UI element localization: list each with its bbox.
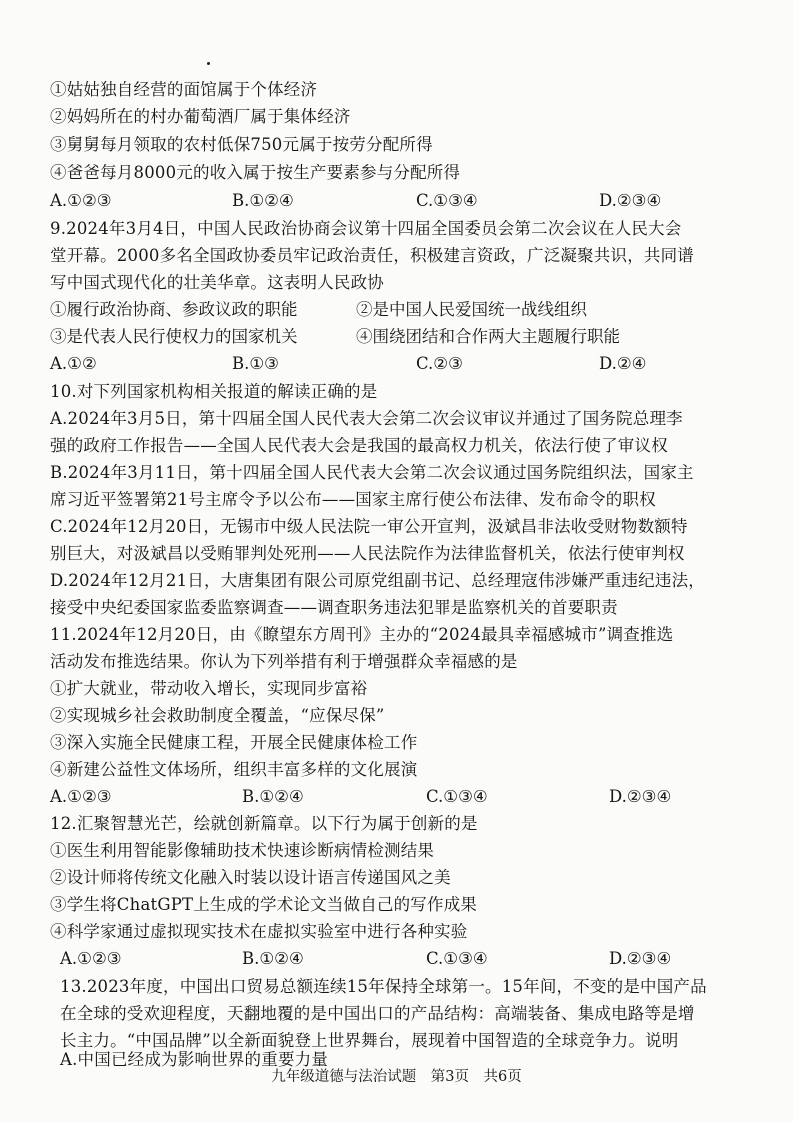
q9-option-c[interactable]: C.②③ [416, 354, 463, 373]
q10-choice-a-line-2: 强的政府工作报告——全国人民代表大会是我国的最高权力机关，依法行使了审议权 [50, 436, 668, 455]
q8-options [50, 188, 765, 214]
q10-choice-b-line-1[interactable]: B.2024年3月11日，第十四届全国人民代表大会第二次会议通过国务院组织法，国家主 [50, 463, 694, 482]
q9-item-4: ④围绕团结和合作两大主题履行职能 [356, 327, 620, 346]
q9-option-a[interactable]: A.①② [50, 354, 97, 373]
q12-option-b[interactable]: B.①②④ [242, 949, 304, 968]
q8-option-a[interactable]: A.①②③ [50, 191, 112, 210]
q11-options [50, 784, 765, 810]
q10-choice-c-line-1[interactable]: C.2024年12月20日，无锡市中级人民法院一审公开宣判，汲斌昌非法收受财物数额特 [50, 517, 688, 536]
q10-choice-c-line-2: 别巨大，对汲斌昌以受贿罪判处死刑——人民法院作为法律监督机关，依法行使审判权 [50, 544, 685, 563]
q9-stem-line-3: 写中国式现代化的壮美华章。这表明人民政协 [50, 273, 384, 292]
q8-option-c[interactable]: C.①③④ [416, 191, 478, 210]
q12-item-2: ②设计师将传统文化融入时装以设计语言传递国风之美 [50, 868, 451, 887]
q9-item-1: ①履行政治协商、参政议政的职能 [50, 300, 298, 319]
q9-stem-line-1: 9.2024年3月4日，中国人民政治协商会议第十四届全国委员会第二次会议在人民大会 [50, 219, 682, 238]
page-footer: 九年级道德与法治试题 第3页 共6页 [271, 1069, 522, 1085]
q8-item-4: ④爸爸每月8000元的收入属于按生产要素参与分配所得 [50, 163, 461, 182]
q10-choice-a-line-1[interactable]: A.2024年3月5日，第十四届全国人民代表大会第二次会议审议并通过了国务院总理李 [50, 409, 683, 428]
q12-option-a[interactable]: A.①②③ [60, 949, 122, 968]
q11-option-d[interactable]: D.②③④ [609, 787, 672, 806]
q13-stem-line-2: 在全球的受欢迎程度，天翻地覆的是中国出口的产品结构：高端装备、集成电路等是增 [60, 1004, 695, 1023]
q10-choice-d-line-1[interactable]: D.2024年12月21日，大唐集团有限公司原党组副书记、总经理寇伟涉嫌严重违纪违法， [50, 571, 705, 590]
q9-items-row-2 [50, 324, 765, 350]
q12-stem: 12.汇聚智慧光芒，绘就创新篇章。以下行为属于创新的是 [50, 814, 478, 833]
q13-stem-line-3: 长主力。“中国品牌”以全新面貌登上世界舞台，展现着中国智造的全球竞争力。说明 [60, 1031, 679, 1050]
q11-item-2: ②实现城乡社会救助制度全覆盖，“应保尽保” [50, 706, 385, 725]
q12-option-c[interactable]: C.①③④ [426, 949, 488, 968]
q10-choice-b-line-2: 席习近平签署第21号主席令予以公布——国家主席行使公布法律、发布命令的职权 [50, 490, 656, 509]
q8-item-1: ①姑姑独自经营的面馆属于个体经济 [50, 80, 318, 99]
q9-option-b[interactable]: B.①③ [232, 354, 279, 373]
q12-item-3: ③学生将ChatGPT上生成的学术论文当做自己的写作成果 [50, 895, 478, 914]
stray-mark [207, 62, 210, 65]
q9-item-3: ③是代表人民行使权力的国家机关 [50, 327, 298, 346]
q8-item-3: ③舅舅每月领取的农村低保750元属于按劳分配所得 [50, 135, 433, 154]
q11-option-a[interactable]: A.①②③ [50, 787, 112, 806]
q9-option-d[interactable]: D.②④ [599, 354, 647, 373]
q10-choice-d-line-2: 接受中央纪委国家监委监察调查——调查职务违法犯罪是监察机关的首要职责 [50, 598, 618, 617]
q9-items-row-1 [50, 297, 765, 323]
q9-item-2: ②是中国人民爱国统一战线组织 [356, 300, 587, 319]
q8-option-b[interactable]: B.①②④ [232, 191, 294, 210]
q11-stem-line-2: 活动发布推选结果。你认为下列举措有利于增强群众幸福感的是 [50, 652, 518, 671]
q8-item-2: ②妈妈所在的村办葡萄酒厂属于集体经济 [50, 107, 351, 126]
q12-item-4: ④科学家通过虚拟现实技术在虚拟实验室中进行各种实验 [50, 922, 468, 941]
q13-option-a[interactable]: A.中国已经成为影响世界的重要力量 [60, 1050, 329, 1069]
q12-options [50, 946, 765, 972]
q10-stem: 10.对下列国家机构相关报道的解读正确的是 [50, 382, 378, 401]
q9-options [50, 351, 765, 377]
q11-stem-line-1: 11.2024年12月20日，由《瞭望东方周刊》主办的“2024最具幸福感城市”调查推选 [50, 625, 674, 644]
q11-item-1: ①扩大就业，带动收入增长，实现同步富裕 [50, 679, 368, 698]
q11-item-4: ④新建公益性文体场所，组织丰富多样的文化展演 [50, 760, 418, 779]
q12-item-1: ①医生利用智能影像辅助技术快速诊断病情检测结果 [50, 841, 435, 860]
q13-stem-line-1: 13.2023年度，中国出口贸易总额连续15年保持全球第一。15年间，不变的是中国产品 [60, 977, 707, 996]
q8-option-d[interactable]: D.②③④ [599, 191, 662, 210]
q9-stem-line-2: 堂开幕。2000多名全国政协委员牢记政治责任，积极建言资政，广泛凝聚共识，共同谱 [50, 246, 694, 265]
q11-item-3: ③深入实施全民健康工程，开展全民健康体检工作 [50, 733, 418, 752]
q12-option-d[interactable]: D.②③④ [609, 949, 672, 968]
q11-option-b[interactable]: B.①②④ [242, 787, 304, 806]
q11-option-c[interactable]: C.①③④ [426, 787, 488, 806]
